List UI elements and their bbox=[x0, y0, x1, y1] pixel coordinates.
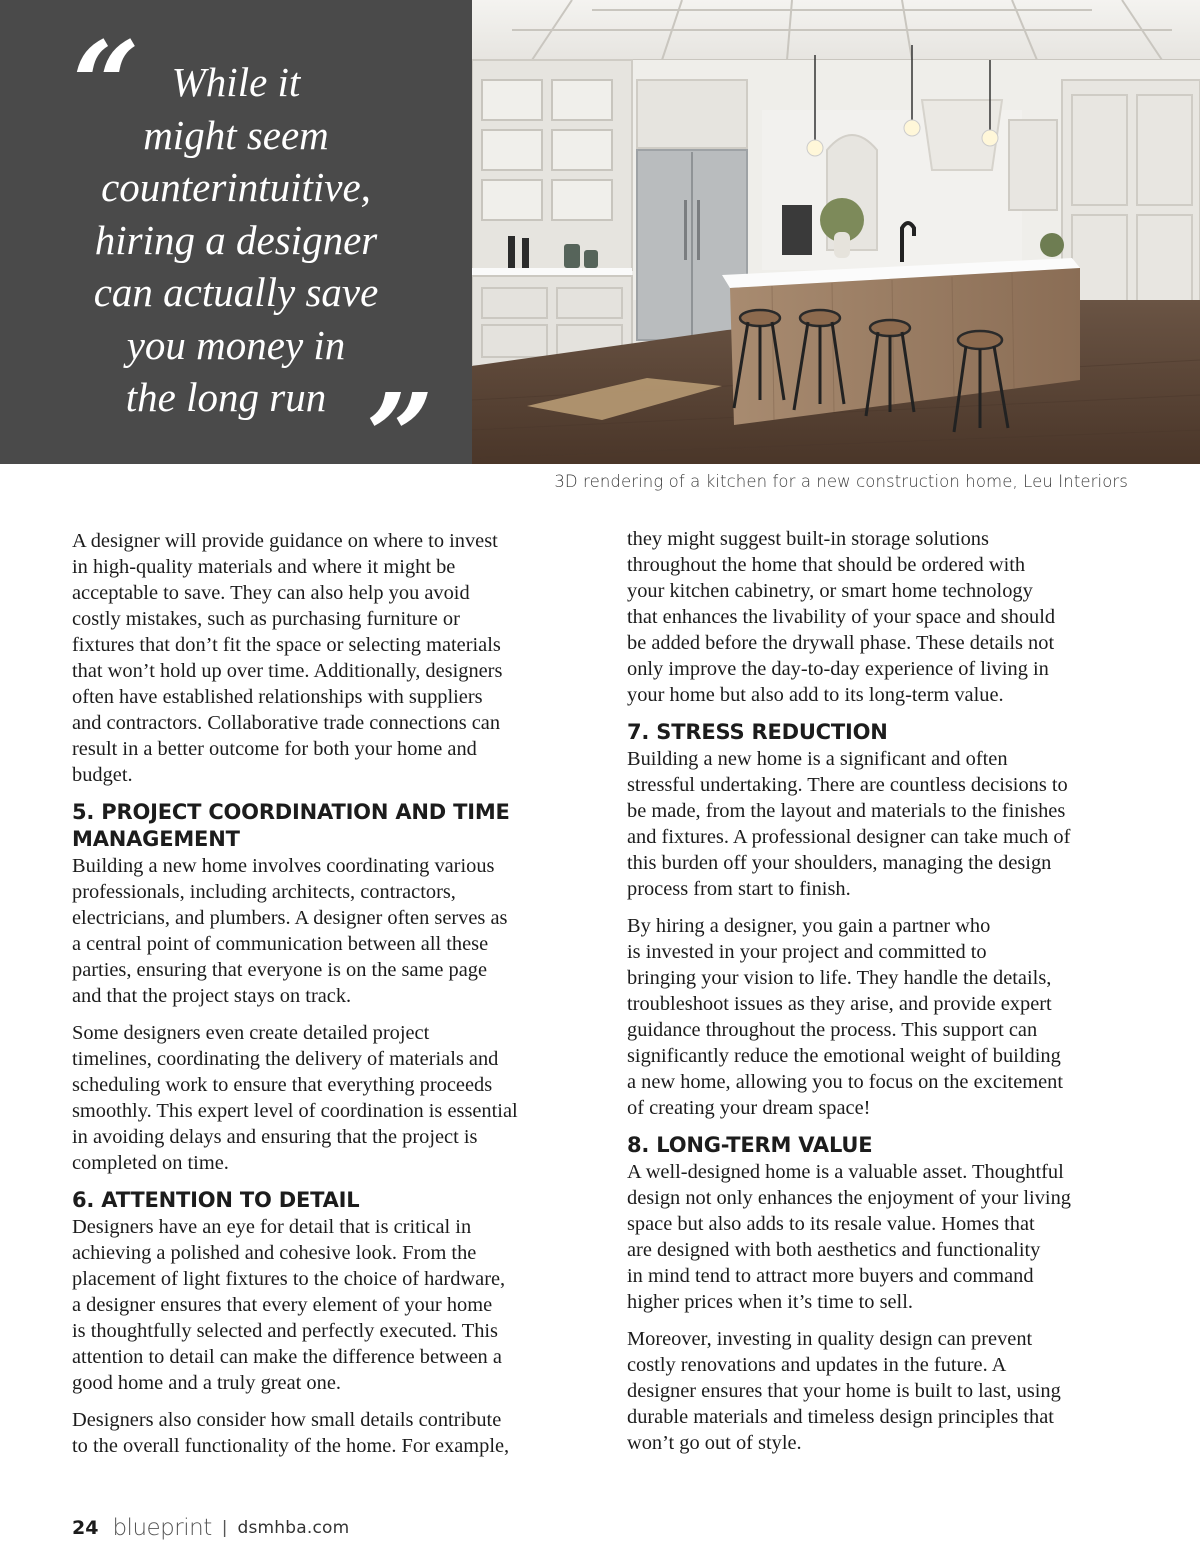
photo-caption: 3D rendering of a kitchen for a new construction home, Leu Interiors bbox=[554, 472, 1128, 491]
pull-quote-line: While it bbox=[171, 59, 301, 105]
paragraph-timelines bbox=[72, 1020, 582, 1176]
text-line: in mind tend to attract more buyers and command bbox=[627, 1265, 1034, 1287]
pull-quote-line: you money in bbox=[126, 321, 346, 368]
text-line: A well-designed home is a valuable asset. Thoughtful bbox=[627, 1161, 1064, 1183]
open-quote-icon: “ bbox=[72, 15, 140, 154]
page-footer bbox=[72, 1514, 349, 1542]
heading-long-term-value bbox=[627, 1132, 1133, 1159]
paragraph-budget-guidance bbox=[72, 528, 582, 788]
text-line: are designed with both aesthetics and functionality bbox=[627, 1239, 1041, 1261]
text-line: good home and a truly great one. bbox=[72, 1372, 341, 1394]
text-line: in high-quality materials and where it might be bbox=[72, 556, 456, 578]
text-line: troubleshoot issues as they arise, and provide expert bbox=[627, 993, 1052, 1015]
heading-stress-reduction bbox=[627, 719, 1133, 746]
text-line: is invested in your project and committed to bbox=[627, 941, 987, 963]
text-line: Designers also consider how small details contribute bbox=[72, 1409, 502, 1431]
text-line: parties, ensuring that everyone is on the same page bbox=[72, 959, 488, 981]
text-line: design not only enhances the enjoyment of your living bbox=[627, 1187, 1071, 1209]
text-line: your home but also add to its long-term value. bbox=[627, 684, 1004, 706]
pull-quote-line: hiring a designer bbox=[94, 216, 378, 263]
text-line: Building a new home involves coordinating various bbox=[72, 855, 495, 877]
paragraph-investing bbox=[627, 1326, 1133, 1456]
pull-quote-line: might seem bbox=[143, 111, 329, 158]
text-line: be added before the drywall phase. These details not bbox=[627, 632, 1055, 654]
text-line: bringing your vision to life. They handle the details, bbox=[627, 967, 1052, 989]
text-line: result in a better outcome for both your home and bbox=[72, 738, 477, 760]
heading-line: 8. LONG-TERM VALUE bbox=[627, 1133, 873, 1157]
text-line: Moreover, investing in quality design can prevent bbox=[627, 1328, 1033, 1350]
heading-project-coordination bbox=[72, 799, 582, 853]
heading-line: 5. PROJECT COORDINATION AND TIME bbox=[72, 800, 510, 824]
text-line: electricians, and plumbers. A designer often serves as bbox=[72, 907, 508, 929]
text-line: guidance throughout the process. This support can bbox=[627, 1019, 1038, 1041]
text-line: a central point of communication between all these bbox=[72, 933, 489, 955]
text-line: they might suggest built-in storage solutions bbox=[627, 528, 989, 550]
footer-divider: | bbox=[221, 1518, 228, 1538]
heading-line: 7. STRESS REDUCTION bbox=[627, 720, 888, 744]
paragraph-detail bbox=[72, 1214, 582, 1396]
text-line: designer ensures that your home is built to last, using bbox=[627, 1380, 1061, 1402]
text-line: durable materials and timeless design principles that bbox=[627, 1406, 1054, 1428]
paragraph-coordination bbox=[72, 853, 582, 1009]
text-line: costly renovations and updates in the future. A bbox=[627, 1354, 1007, 1376]
paragraph-value bbox=[627, 1159, 1133, 1315]
text-line: smoothly. This expert level of coordination is essential bbox=[72, 1100, 518, 1122]
text-line: fixtures that don’t fit the space or selecting materials bbox=[72, 634, 501, 656]
pull-quote-line: counterintuitive, bbox=[101, 164, 371, 210]
text-line: completed on time. bbox=[72, 1152, 229, 1174]
text-line: By hiring a designer, you gain a partner who bbox=[627, 915, 991, 937]
heading-attention-to-detail bbox=[72, 1187, 582, 1214]
text-line: costly mistakes, such as purchasing furniture or bbox=[72, 608, 460, 630]
text-line: to the overall functionality of the home. For example, bbox=[72, 1435, 510, 1457]
right-column bbox=[627, 526, 1133, 1467]
left-column bbox=[72, 528, 582, 1470]
text-line: only improve the day-to-day experience of living in bbox=[627, 658, 1049, 680]
text-line: Some designers even create detailed project bbox=[72, 1022, 430, 1044]
paragraph-partner bbox=[627, 913, 1133, 1121]
text-line: that enhances the livability of your space and should bbox=[627, 606, 1056, 628]
text-line: and contractors. Collaborative trade connections can bbox=[72, 712, 501, 734]
text-line: a new home, allowing you to focus on the excitement bbox=[627, 1071, 1064, 1093]
text-line: this burden off your shoulders, managing the design bbox=[627, 852, 1052, 874]
pull-quote-line: the long run bbox=[125, 374, 327, 420]
text-line: often have established relationships with suppliers bbox=[72, 686, 483, 708]
text-line: higher prices when it’s time to sell. bbox=[627, 1291, 913, 1313]
close-quote-icon: ” bbox=[366, 367, 434, 464]
text-line: process from start to finish. bbox=[627, 878, 851, 900]
heading-line: MANAGEMENT bbox=[72, 827, 240, 851]
pull-quote bbox=[0, 0, 472, 464]
text-line: and fixtures. A professional designer can take much of bbox=[627, 826, 1071, 848]
text-line: A designer will provide guidance on where to invest bbox=[72, 530, 498, 552]
text-line: a designer ensures that every element of your home bbox=[72, 1294, 493, 1316]
text-line: Designers have an eye for detail that is critical in bbox=[72, 1216, 472, 1238]
paragraph-functionality bbox=[72, 1407, 582, 1459]
text-line: significantly reduce the emotional weight of building bbox=[627, 1045, 1061, 1067]
pull-quote-line: can actually save bbox=[93, 269, 379, 315]
text-line: scheduling work to ensure that everything proceeds bbox=[72, 1074, 493, 1096]
heading-line: 6. ATTENTION TO DETAIL bbox=[72, 1188, 360, 1212]
page-number: 24 bbox=[72, 1517, 99, 1539]
text-line: of creating your dream space! bbox=[627, 1097, 871, 1119]
paragraph-stress bbox=[627, 746, 1133, 902]
text-line: your kitchen cabinetry, or smart home technology bbox=[627, 580, 1033, 602]
kitchen-rendering-image bbox=[472, 0, 1200, 464]
text-line: space but also adds to its resale value. Homes that bbox=[627, 1213, 1035, 1235]
text-line: and that the project stays on track. bbox=[72, 985, 352, 1007]
magazine-logo: blueprint bbox=[112, 1515, 212, 1541]
text-line: budget. bbox=[72, 764, 133, 786]
text-line: Building a new home is a significant and often bbox=[627, 748, 1008, 770]
paragraph-storage-solutions bbox=[627, 526, 1133, 708]
text-line: timelines, coordinating the delivery of materials and bbox=[72, 1048, 499, 1070]
text-line: throughout the home that should be ordered with bbox=[627, 554, 1026, 576]
text-line: professionals, including architects, contractors, bbox=[72, 881, 456, 903]
website-link[interactable]: dsmhba.com bbox=[237, 1518, 350, 1538]
text-line: stressful undertaking. There are countless decisions to bbox=[627, 774, 1068, 796]
text-line: that won’t hold up over time. Additionally, designers bbox=[72, 660, 503, 682]
text-line: placement of light fixtures to the choice of hardware, bbox=[72, 1268, 506, 1290]
text-line: attention to detail can make the difference between a bbox=[72, 1346, 502, 1368]
text-line: achieving a polished and cohesive look. From the bbox=[72, 1242, 477, 1264]
text-line: be made, from the layout and materials to the finishes bbox=[627, 800, 1066, 822]
text-line: in avoiding delays and ensuring that the project is bbox=[72, 1126, 478, 1148]
text-line: acceptable to save. They can also help you avoid bbox=[72, 582, 470, 604]
text-line: won’t go out of style. bbox=[627, 1432, 802, 1454]
text-line: is thoughtfully selected and perfectly executed. This bbox=[72, 1320, 498, 1342]
